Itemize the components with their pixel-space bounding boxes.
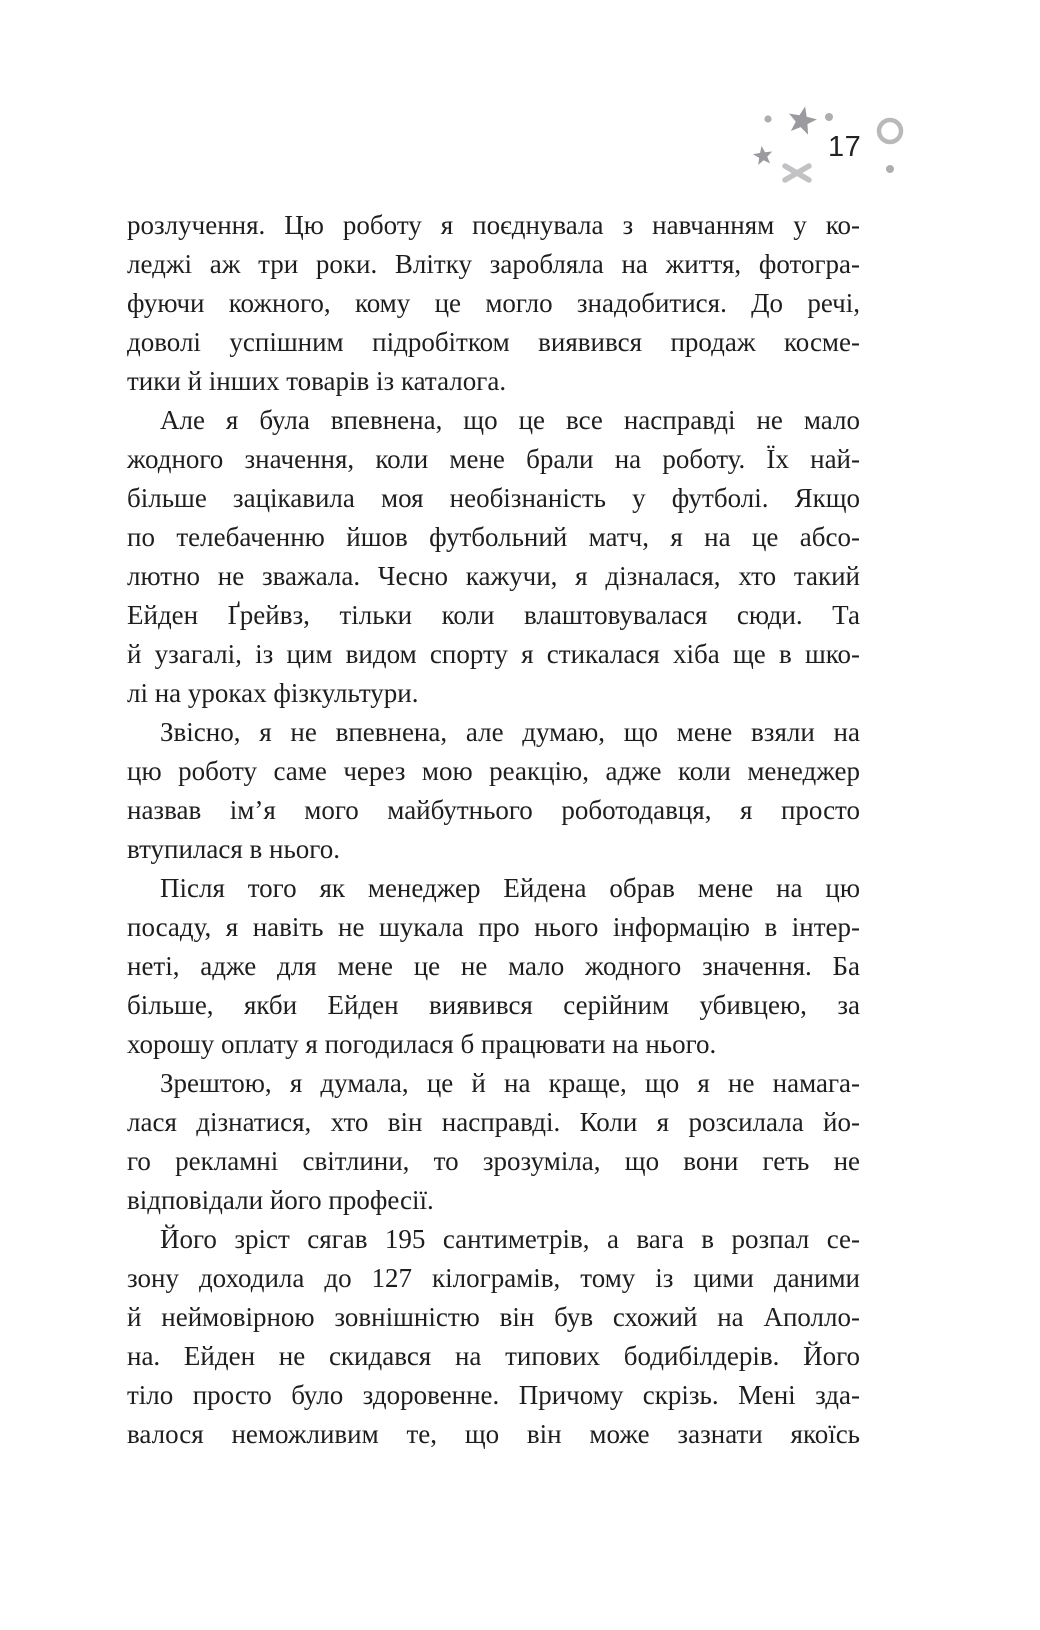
text-line: Звісно, я не впевнена, але думаю, що мене взяли на (160, 717, 860, 747)
text-line: валося неможливим те, що він може зазнати якоїсь (127, 1419, 860, 1449)
circle-icon (879, 120, 901, 142)
text-line: лютно не зважала. Чесно кажучи, я дізналася, хто такий (127, 561, 860, 591)
dot-icon (764, 115, 771, 122)
star-icon (752, 145, 774, 166)
text-line: на. Ейден не скидався на типових бодибілдерів. Його (127, 1341, 860, 1371)
text-line: більше зацікавила моя необізнаність у футболі. Якщо (127, 483, 860, 513)
text-line: Після того як менеджер Ейдена обрав мене на цю (160, 873, 860, 903)
text-line: лі на уроках фізкультури. (127, 678, 419, 708)
text-line: зону доходила до 127 кілограмів, тому із цими даними (127, 1263, 860, 1293)
text-line: леджі аж три роки. Влітку заробляла на життя, фотогра- (127, 249, 860, 279)
text-line: Але я була впевнена, що це все насправді не мало (160, 405, 860, 435)
decorative-sparkles (735, 95, 915, 185)
text-line: більше, якби Ейден виявився серійним убивцею, за (127, 990, 860, 1020)
text-line: фуючи кожного, кому це могло знадобитися. До речі, (127, 288, 860, 318)
text-line: жодного значення, коли мене брали на роботу. Їх най- (127, 444, 860, 474)
text-line: тіло просто було здоровенне. Причому скрізь. Мені зда- (127, 1380, 860, 1410)
text-line: й неймовірною зовнішністю він був схожий на Аполло- (127, 1302, 860, 1332)
page-number: 17 (828, 131, 862, 163)
text-line: Ейден Ґрейвз, тільки коли влаштовувалася сюди. Та (127, 600, 860, 630)
body-text (127, 206, 860, 1454)
text-line: відповідали його професії. (127, 1185, 434, 1215)
dot-icon (825, 113, 833, 121)
text-line: по телебаченню йшов футбольний матч, я на це абсо- (127, 522, 860, 552)
text-line: Зрештою, я думала, це й на краще, що я не намага- (160, 1068, 860, 1098)
text-line: лася дізнатися, хто він насправді. Коли я розсилала йо- (127, 1107, 860, 1137)
text-line: тики й інших товарів із каталога. (127, 366, 507, 396)
text-line: назвав ім’я мого майбутнього роботодавця, я просто (127, 795, 860, 825)
text-line: доволі успішним підробітком виявився продаж косме- (127, 327, 860, 357)
text-line: цю роботу саме через мою реакцію, адже коли менеджер (127, 756, 860, 786)
star-icon (786, 103, 820, 135)
text-line: хорошу оплату я погодилася б працювати на нього. (127, 1029, 717, 1059)
text-line: втупилася в нього. (127, 834, 340, 864)
dot-icon (886, 165, 894, 173)
text-line: й узагалі, із цим видом спорту я стикалася хіба ще в шко- (127, 639, 860, 669)
text-line: розлучення. Цю роботу я поєднувала з навчанням у ко- (127, 210, 860, 240)
cross-icon (785, 166, 809, 180)
text-line: Його зріст сягав 195 сантиметрів, а вага в розпал се- (160, 1224, 860, 1254)
text-line: неті, адже для мене це не мало жодного значення. Ба (127, 951, 860, 981)
text-line: го рекламні світлини, то зрозуміла, що вони геть не (127, 1146, 860, 1176)
text-line: посаду, я навіть не шукала про нього інформацію в інтер- (127, 912, 860, 942)
